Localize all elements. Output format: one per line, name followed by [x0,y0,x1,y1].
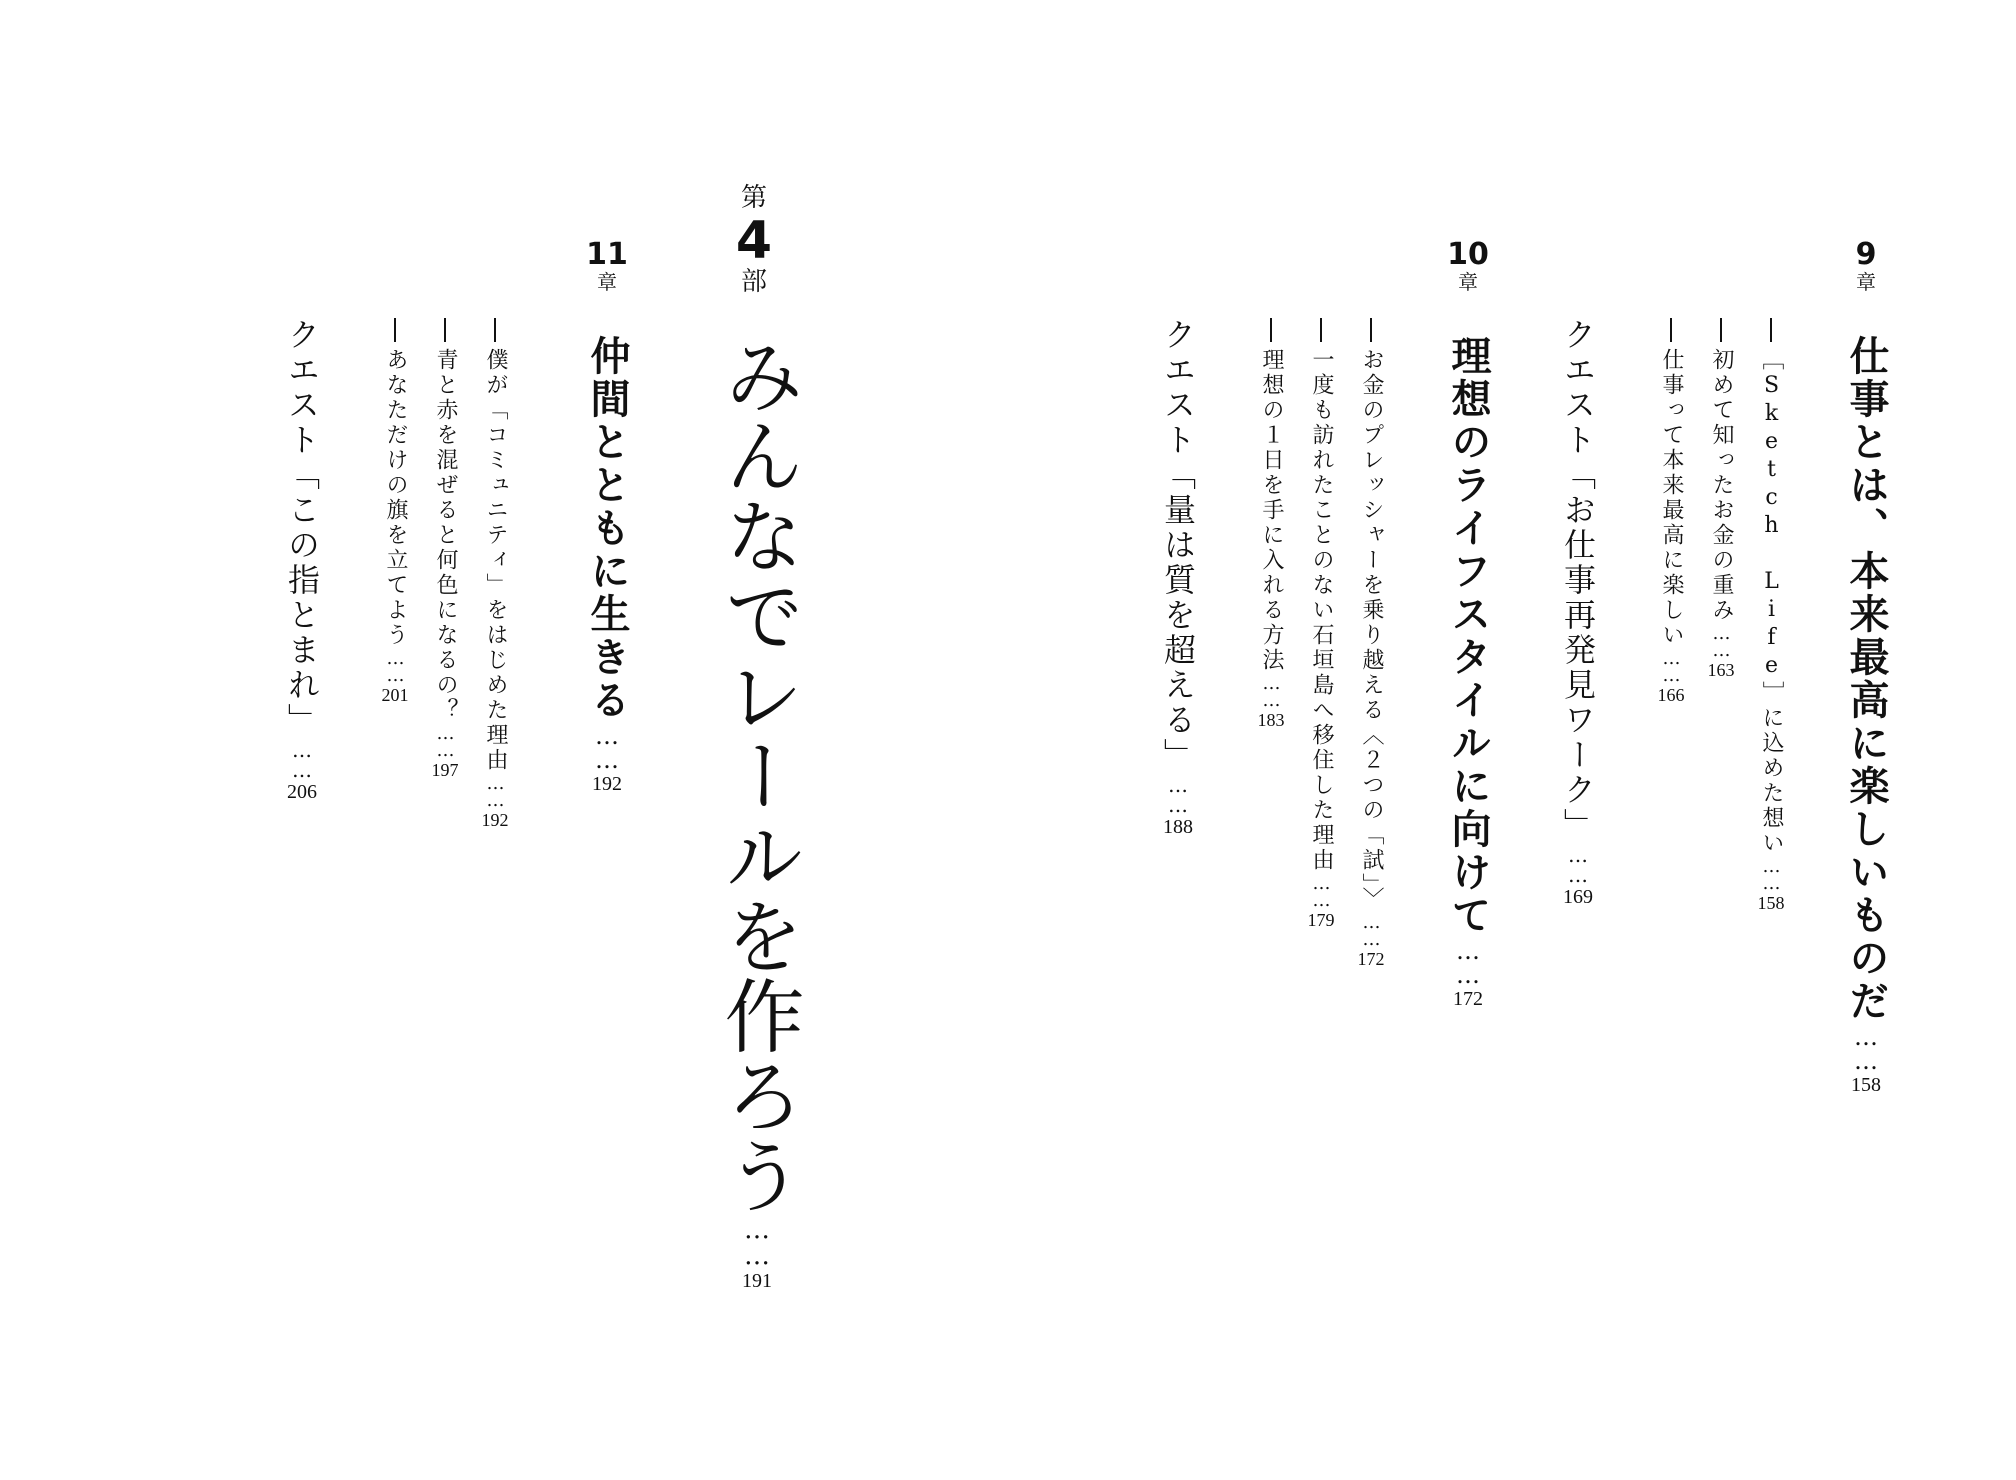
page-number: 192 [481,810,509,830]
chapter-label: 章 [1856,270,1876,294]
leader-dots: …… [435,723,456,757]
part-title: みんなでレールを作ろう [711,335,804,1215]
chapter-title: 仕事とは、本来最高に楽しいものだ [1843,335,1889,1023]
em-dash [1370,318,1372,342]
part-label-top: 第 [740,183,767,213]
leader-dots: …… [290,738,314,778]
leader-dots: …… [1661,648,1682,682]
page-number: 172 [1357,949,1385,969]
quest-entry-10[interactable] [1154,318,1202,837]
toc-entry-9-2[interactable] [1703,318,1739,679]
chapter-number: 11 [586,237,628,272]
leader-dots: …… [1261,673,1282,707]
entry-title: 青と赤を混ぜると何色になるの？ [433,348,458,723]
em-dash [1270,318,1272,342]
page-number: 201 [381,685,409,705]
page-number: 158 [1851,1074,1881,1096]
page-number: 172 [1453,988,1483,1010]
em-dash [1670,318,1672,342]
page-number: 163 [1707,660,1735,680]
em-dash [444,318,446,342]
em-dash [394,318,396,342]
chapter-label: 章 [597,270,617,294]
entry-title: お金のプレッシャーを乗り越える〈２つの「試」〉 [1359,348,1384,912]
entry-title: 理想の１日を手に入れる方法 [1259,348,1284,673]
leader-dots: …… [385,648,406,682]
em-dash [1320,318,1322,342]
entry-title: 仕事って本来最高に楽しい [1659,348,1684,648]
chapter-title: 理想のライフスタイルに向けて [1445,335,1491,937]
page-number: 192 [592,773,622,795]
leader-dots: …… [1454,937,1482,985]
page-number: 183 [1257,710,1285,730]
chapter-9-title-entry[interactable] [1840,335,1892,1095]
chapter-label: 章 [1458,270,1478,294]
page-number: 158 [1757,893,1785,913]
em-dash [1720,318,1722,342]
leader-dots: …… [1566,843,1590,883]
quest-title: クエスト「量は質を超える」 [1159,318,1197,773]
quest-title: クエスト「お仕事再発見ワーク」 [1559,318,1597,843]
page-number: 169 [1563,886,1593,908]
chapter-number: 10 [1447,237,1489,272]
page-number: 179 [1307,910,1335,930]
leader-dots: …… [1711,623,1732,657]
leader-dots: …… [742,1215,772,1267]
toc-entry-11-3[interactable] [377,318,413,704]
part-label-bottom: 部 [740,267,767,297]
entry-title: あなただけの旗を立てよう [383,348,408,648]
entry-title: 僕が「コミュニティ」をはじめた理由 [483,348,508,773]
entry-title: 一度も訪れたことのない石垣島へ移住した理由 [1309,348,1334,873]
toc-entry-9-1[interactable] [1753,318,1789,912]
entry-title: ［Sketch Life］に込めた想い [1759,348,1784,856]
leader-dots: …… [1361,912,1382,946]
chapter-9-heading [1846,237,1886,294]
toc-entry-11-1[interactable] [477,318,513,829]
leader-dots: …… [1311,873,1332,907]
toc-entry-10-1[interactable] [1353,318,1389,968]
toc-entry-10-2[interactable] [1303,318,1339,929]
chapter-title: 仲間とともに生きる [584,335,630,722]
part-4-title-entry[interactable] [712,335,802,1291]
em-dash [494,318,496,342]
chapter-number: 9 [1855,237,1877,272]
part-number: 4 [735,211,773,271]
chapter-10-heading [1443,237,1493,294]
quest-entry-11[interactable] [278,318,326,802]
toc-entry-9-3[interactable] [1653,318,1689,704]
quest-title: クエスト「この指とまれ」 [283,318,321,738]
em-dash [1770,318,1772,342]
page-number: 206 [287,781,317,803]
leader-dots: …… [485,773,506,807]
leader-dots: …… [1166,773,1190,813]
leader-dots: …… [1761,856,1782,890]
entry-title: 初めて知ったお金の重み [1709,348,1734,623]
part-4-heading [718,185,790,295]
page-number: 166 [1657,685,1685,705]
page-number: 197 [431,760,459,780]
page-number: 188 [1163,816,1193,838]
page-number: 191 [742,1270,772,1292]
chapter-11-heading [582,237,632,294]
toc-entry-11-2[interactable] [427,318,463,779]
quest-entry-9[interactable] [1554,318,1602,907]
chapter-10-title-entry[interactable] [1442,335,1494,1009]
toc-entry-10-3[interactable] [1253,318,1289,729]
leader-dots: …… [1852,1023,1880,1071]
chapter-11-title-entry[interactable] [581,335,633,794]
leader-dots: …… [593,722,621,770]
